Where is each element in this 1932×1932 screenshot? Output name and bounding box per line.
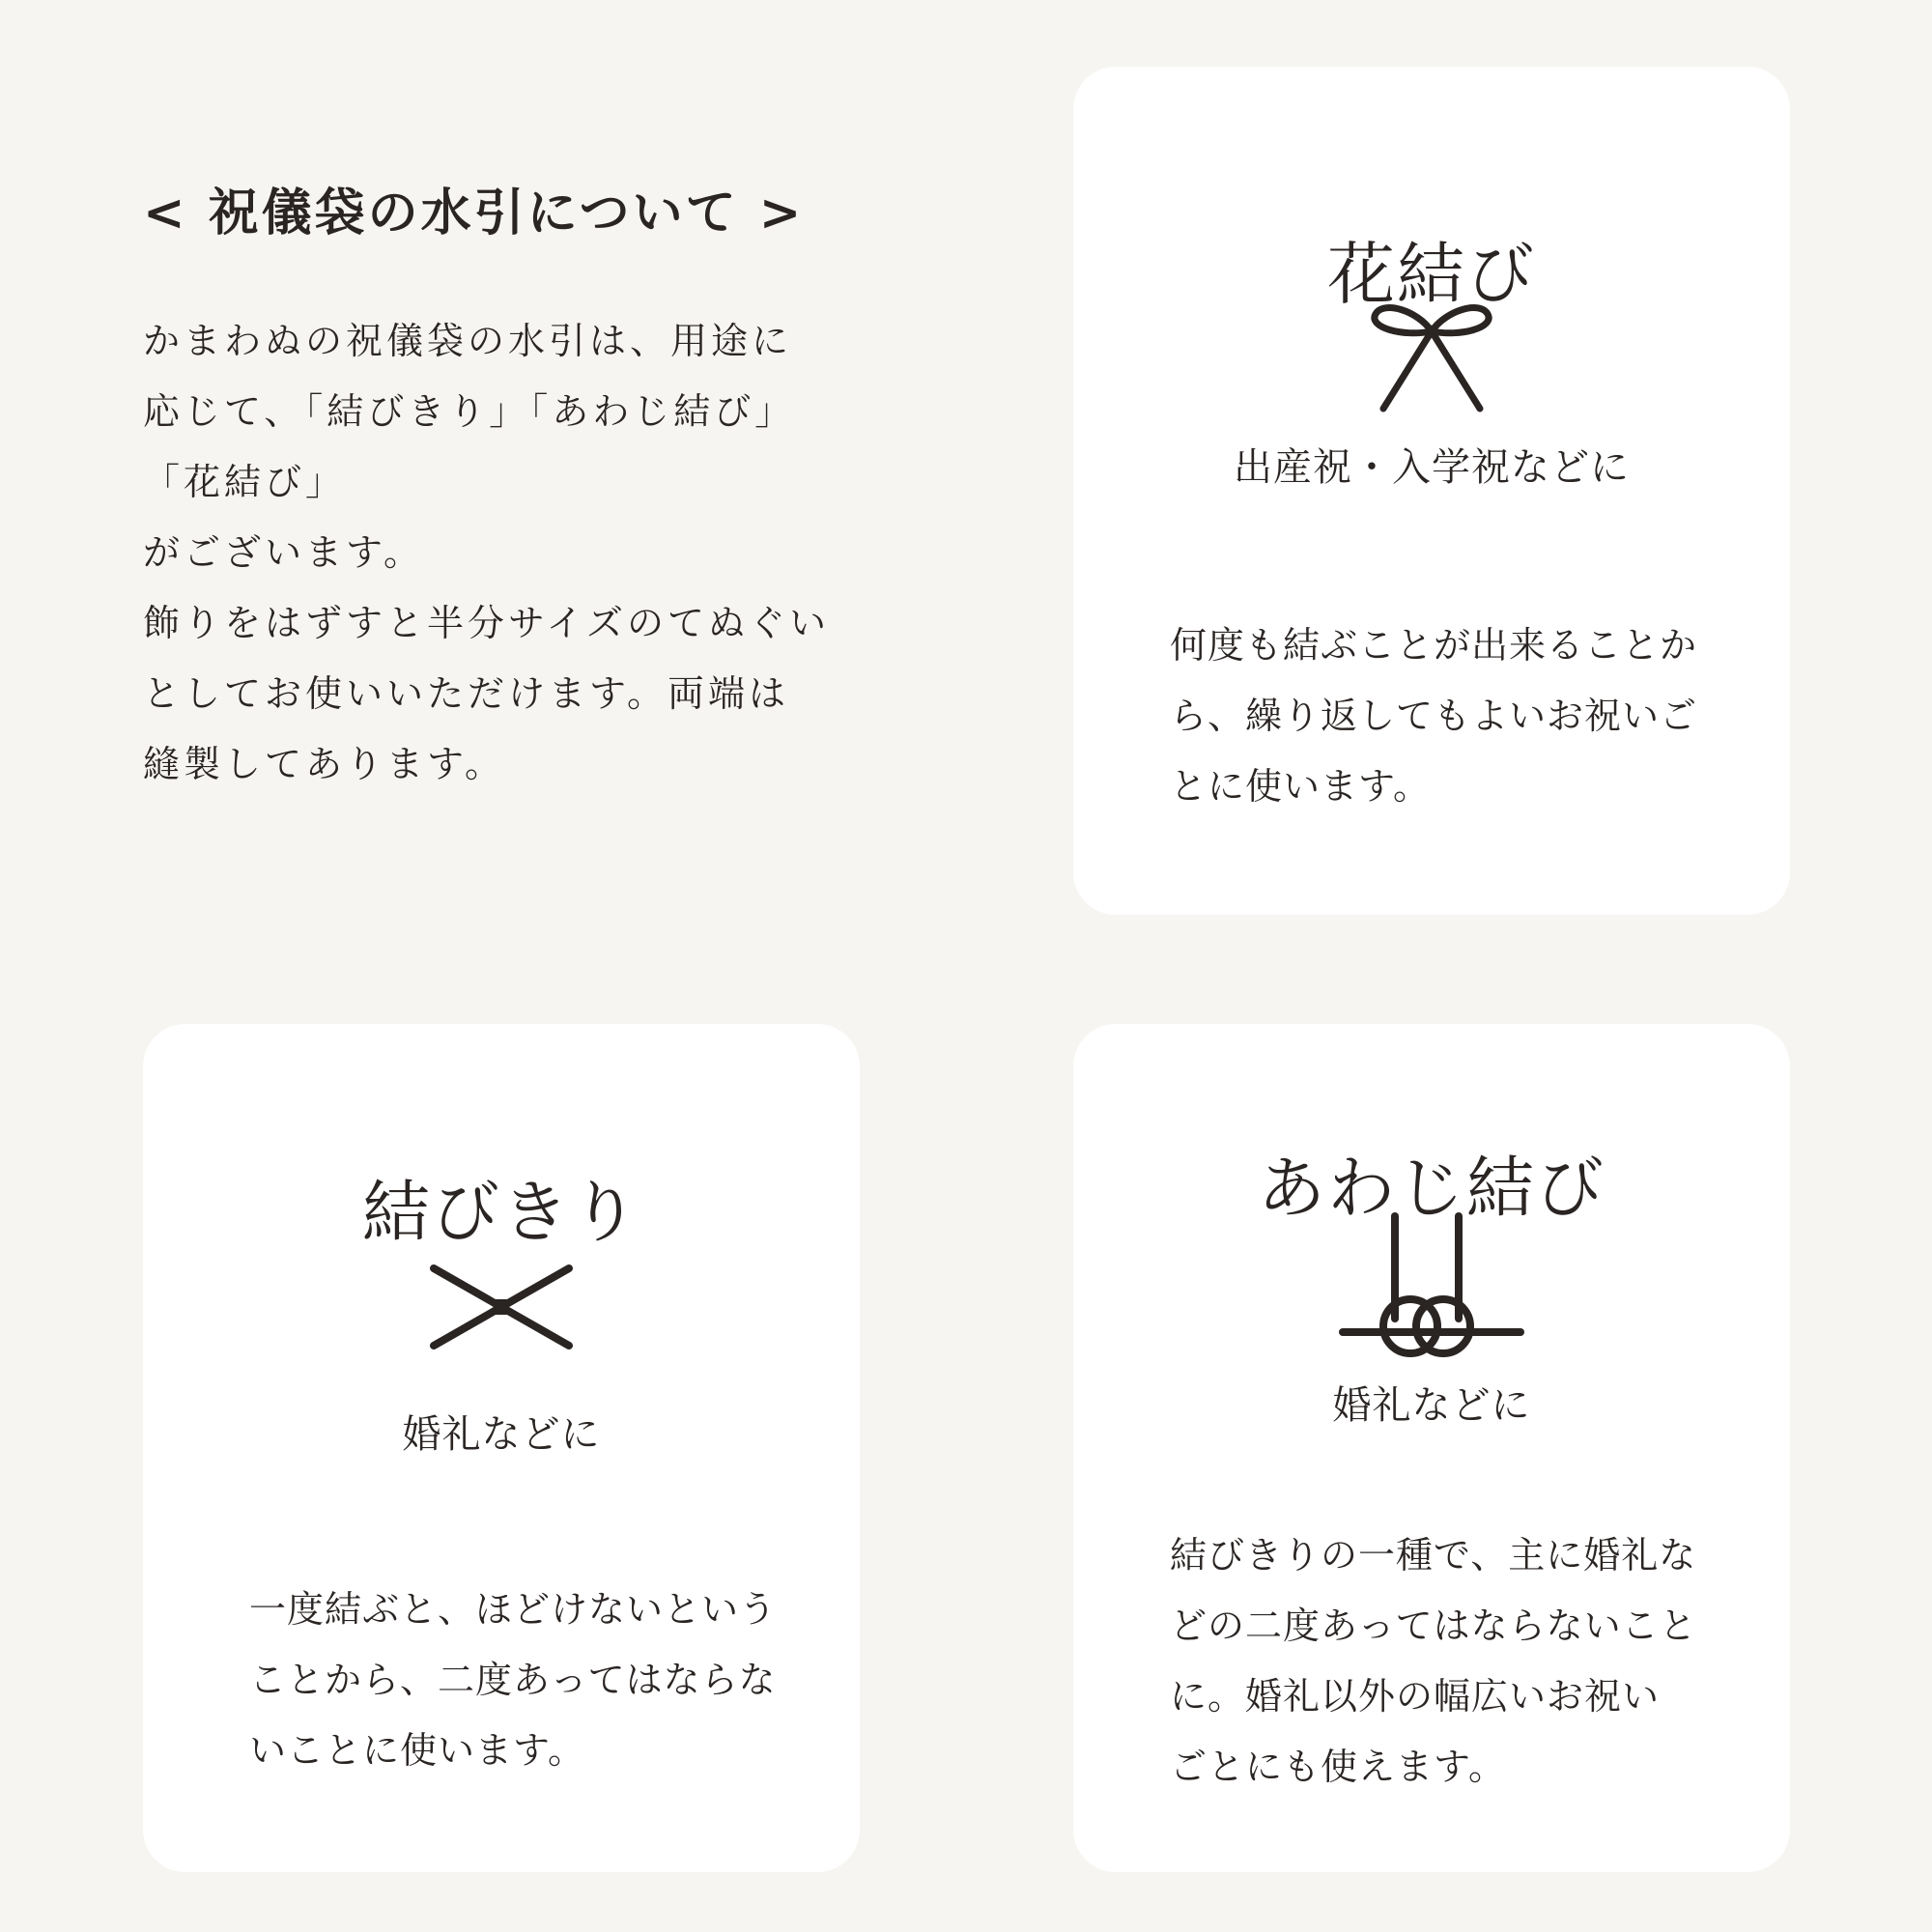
card-desc-line: に。婚礼以外の幅広いお祝い <box>1170 1675 1661 1718</box>
card-title: 花結び <box>1327 235 1536 314</box>
card-awaji-musubi <box>1073 1024 1790 1872</box>
card-hana-musubi <box>1073 67 1790 915</box>
card-desc-line: ことから、二度あってはならな <box>249 1659 777 1701</box>
card-desc-line: どの二度あってはならないこと <box>1170 1605 1697 1647</box>
card-desc-line: いことに使います。 <box>249 1729 585 1772</box>
card-musubikiri <box>143 1024 860 1872</box>
card-subtitle: 婚礼などに <box>402 1412 601 1457</box>
intro-line: としてお使いいただけます。両端は <box>143 672 789 715</box>
intro-line: 応じて、「結びきり」「あわじ結び」「花結び」 <box>143 390 796 503</box>
card-title: あわじ結び <box>1258 1149 1605 1228</box>
card-desc-line: 一度結ぶと、ほどけないという <box>249 1588 778 1631</box>
card-description <box>1170 1520 1697 1803</box>
card-desc-line: 結びきりの一種で、主に婚礼な <box>1170 1534 1697 1577</box>
intro-section <box>143 179 858 800</box>
card-subtitle: 婚礼などに <box>1332 1383 1531 1428</box>
card-title: 結びきり <box>362 1173 640 1252</box>
card-desc-line: ら、繰り返してもよいお祝いご <box>1170 695 1698 737</box>
card-description <box>1170 611 1697 822</box>
bow-knot-icon <box>1364 291 1499 416</box>
card-description <box>249 1575 777 1786</box>
card-desc-line: 何度も結ぶことが出来ることか <box>1170 624 1698 667</box>
intro-line: かまわぬの祝儀袋の水引は、用途に <box>143 320 793 362</box>
cross-knot-icon <box>424 1259 579 1355</box>
intro-line: 縫製してあります。 <box>143 743 505 785</box>
intro-title: < 祝儀袋の水引について > <box>143 184 805 242</box>
card-desc-line: ごとにも使えます。 <box>1170 1746 1506 1788</box>
intro-line: 飾りをはずすと半分サイズのてぬぐい <box>143 602 830 644</box>
awaji-knot-icon <box>1335 1212 1528 1367</box>
intro-body <box>143 306 858 800</box>
card-desc-line: とに使います。 <box>1170 765 1431 808</box>
intro-line: がございます。 <box>143 531 424 574</box>
card-subtitle: 出産祝・入学祝などに <box>1234 445 1630 490</box>
